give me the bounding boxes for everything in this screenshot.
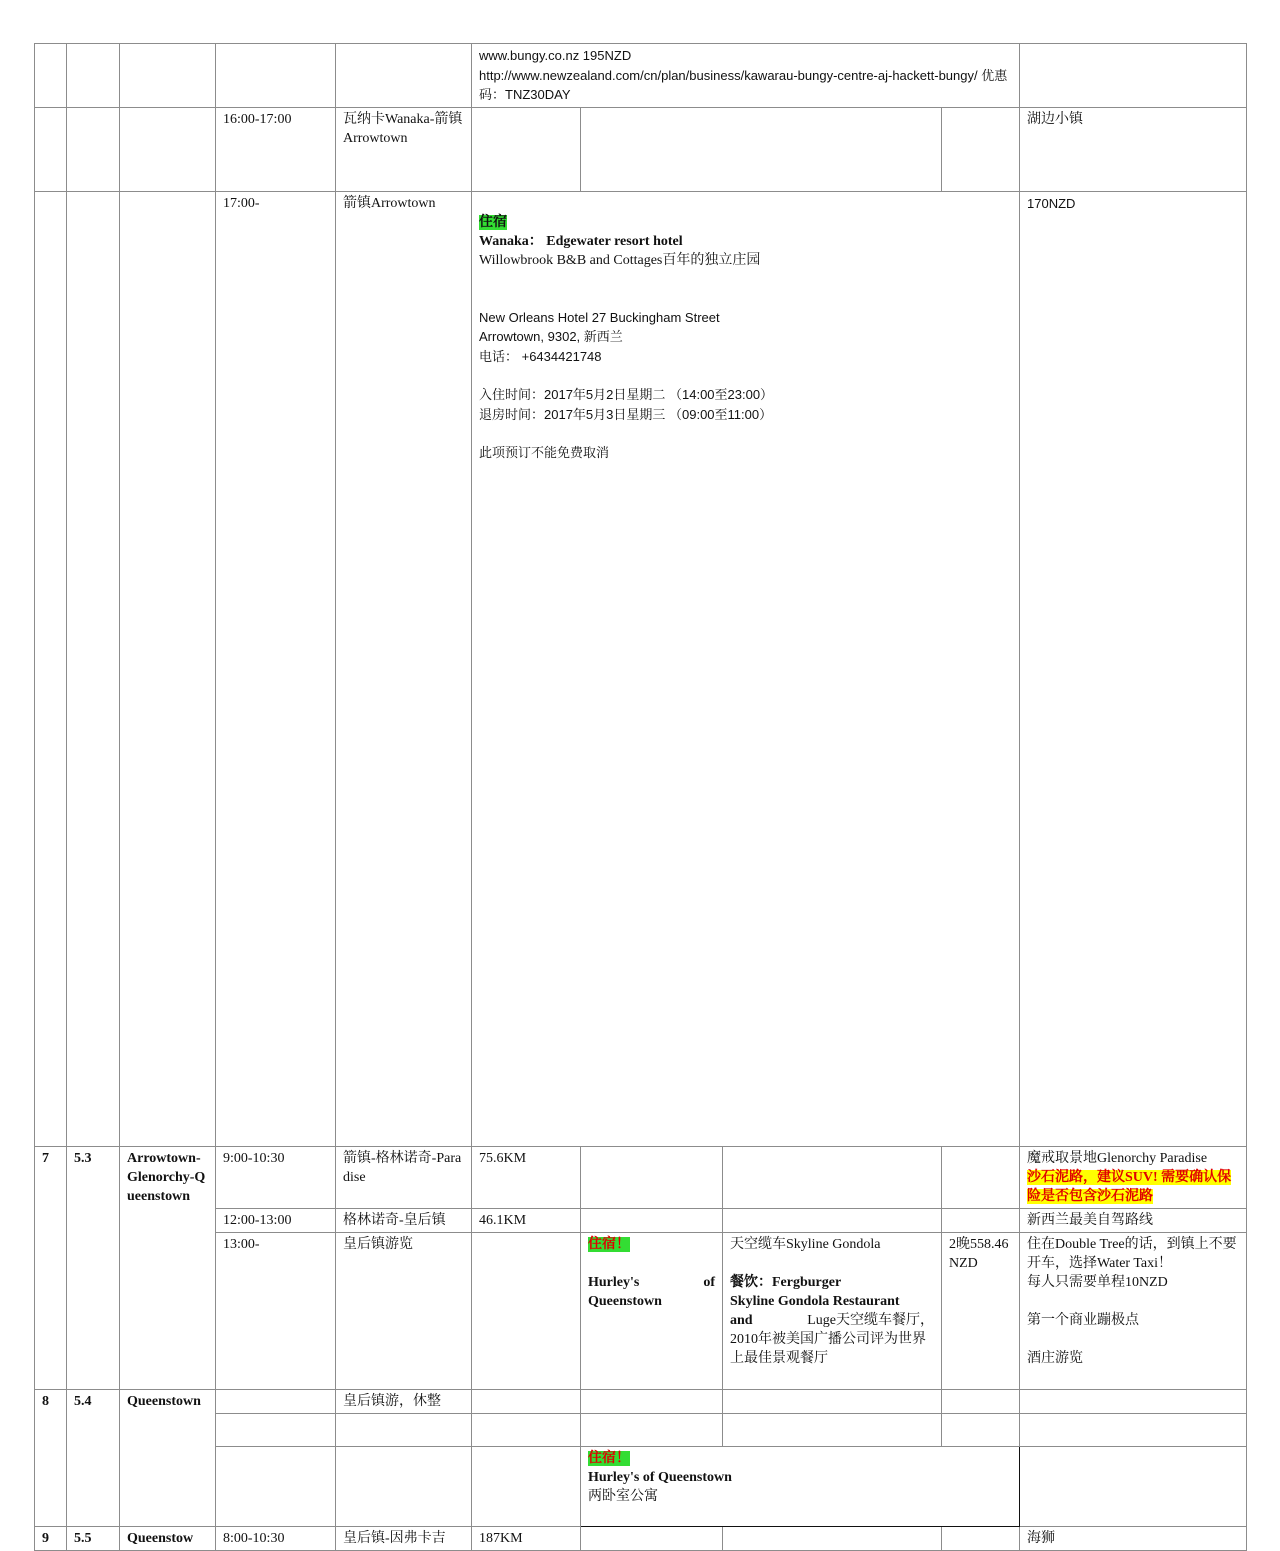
time-cell: 13:00- <box>216 1232 336 1389</box>
distance-cell: 46.1KM <box>472 1208 581 1232</box>
stay-tag: 住宿！ <box>588 1450 630 1466</box>
date-cell <box>67 44 120 108</box>
distance-cell: 187KM <box>472 1526 581 1550</box>
hotel-name: Hurley's of Queenstown <box>588 1469 732 1485</box>
table-row <box>35 1389 1247 1413</box>
hotel-address: New Orleans Hotel 27 Buckingham Street <box>479 309 720 325</box>
room-type: 两卧室公寓 <box>588 1488 658 1504</box>
time-cell: 17:00- <box>216 191 336 1146</box>
stay-cell <box>581 1446 1020 1526</box>
notes-cell: 住在Double Tree的话，到镇上不要开车，选择Water Taxi！ 每人只需要单程10NZD 第一个商业蹦极点 酒庄游览 <box>1020 1232 1247 1389</box>
date-cell: 5.5 <box>67 1526 120 1550</box>
time-cell: 8:00-10:30 <box>216 1526 336 1550</box>
time-cell: 9:00-10:30 <box>216 1146 336 1208</box>
time-cell <box>216 44 336 108</box>
activity-cell: 天空缆车Skyline Gondola 餐饮：Fergburger Skyline Gondola Restaurant and Luge天空缆车餐厅， 2010年被美国广播公司评为世界上最佳景观餐厅 <box>723 1232 942 1389</box>
day-number-cell: 7 <box>35 1146 67 1389</box>
notes-cell: 魔戒取景地Glenorchy Paradise 沙石泥路，建议SUV! 需要确认保险是否包含沙石泥路 <box>1020 1146 1247 1208</box>
bungy-website: www.bungy.co.nz 195NZD <box>479 48 632 63</box>
hotel-phone: 电话： +6434421748 <box>479 348 602 364</box>
table-row <box>35 1526 1247 1550</box>
day-number-cell: 9 <box>35 1526 67 1550</box>
stay-cell: 住宿！ Hurley's of Queenstown <box>581 1232 723 1389</box>
hotel-line: Willowbrook B&B and Cottages百年的独立庄园 <box>479 252 761 268</box>
place-cell <box>120 44 216 108</box>
notes-cell: 湖边小镇 <box>1020 107 1247 191</box>
time-cell: 16:00-17:00 <box>216 107 336 191</box>
warning-note: 沙石泥路，建议SUV! 需要确认保险是否包含沙石泥路 <box>1027 1169 1232 1204</box>
itinerary-table <box>34 43 1247 1551</box>
place-cell: Queenstow <box>120 1526 216 1550</box>
notes-cell: 海狮 <box>1020 1526 1247 1550</box>
stay-cell <box>472 191 1020 1146</box>
table-row <box>35 1232 1247 1389</box>
stay-tag: 住宿！ <box>588 1236 630 1252</box>
hotel-address: Arrowtown, 9302, 新西兰 <box>479 329 623 344</box>
cost-cell: 2晚558.46NZD <box>942 1232 1020 1389</box>
time-cell: 12:00-13:00 <box>216 1208 336 1232</box>
table-row <box>35 1146 1247 1208</box>
date-cell: 5.4 <box>67 1389 120 1526</box>
notes-cell <box>1020 44 1247 108</box>
route-cell: 箭镇Arrowtown <box>336 191 472 1146</box>
notes-cell: 新西兰最美自驾路线 <box>1020 1208 1247 1232</box>
table-row <box>35 1208 1247 1232</box>
table-row <box>35 191 1247 1146</box>
table-row <box>35 1446 1247 1526</box>
route-cell: 箭镇-格林诺奇-Paradise <box>336 1146 472 1208</box>
details-cell <box>472 44 1020 108</box>
hotel-line: Wanaka： Edgewater resort hotel <box>479 233 683 249</box>
route-cell <box>336 44 472 108</box>
route-cell: 皇后镇游，休整 <box>336 1389 472 1413</box>
bungy-link: http://www.newzealand.com/cn/plan/business/kawarau-bungy-centre-aj-hackett-bungy/ 优惠码：TNZ30DAY <box>479 67 1008 102</box>
day-number-cell <box>35 44 67 108</box>
table-row <box>35 44 1247 108</box>
table-row <box>35 1413 1247 1446</box>
date-cell: 5.3 <box>67 1146 120 1389</box>
table-row <box>35 107 1247 191</box>
place-cell: Queenstown <box>120 1389 216 1526</box>
place-cell: Arrowtown-Glenorchy-Queenstown <box>120 1146 216 1389</box>
route-cell: 皇后镇游览 <box>336 1232 472 1389</box>
route-cell: 皇后镇-因弗卡吉 <box>336 1526 472 1550</box>
stay-tag: 住宿 <box>479 214 507 230</box>
checkout-time: 退房时间：2017年5月3日星期三 （09:00至11:00） <box>479 406 773 422</box>
route-cell: 格林诺奇-皇后镇 <box>336 1208 472 1232</box>
cancel-policy: 此项预订不能免费取消 <box>479 445 610 460</box>
route-cell: 瓦纳卡Wanaka-箭镇Arrowtown <box>336 107 472 191</box>
cost-cell: 170NZD <box>1020 191 1247 1146</box>
distance-cell: 75.6KM <box>472 1146 581 1208</box>
day-number-cell: 8 <box>35 1389 67 1526</box>
checkin-time: 入住时间：2017年5月2日星期二 （14:00至23:00） <box>479 387 774 402</box>
